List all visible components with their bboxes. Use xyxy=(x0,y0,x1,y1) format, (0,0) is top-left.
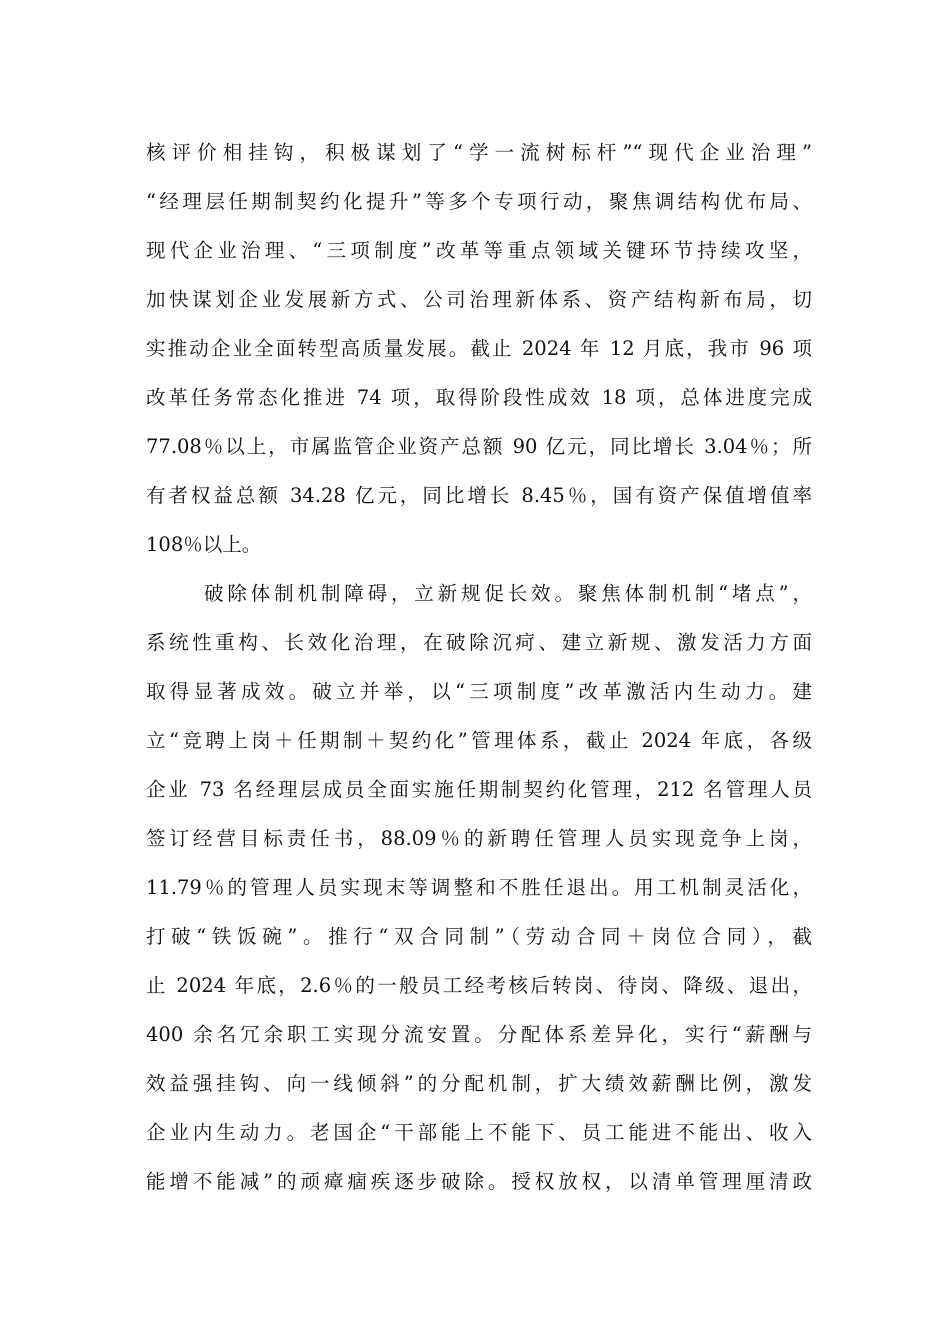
text-line: 止 2024 年底，2.6％的一般员工经考核后转岗、待岗、降级、退出， xyxy=(146,974,812,997)
text-line: 77.08％以上，市属监管企业资产总额 90 亿元，同比增长 3.04％；所 xyxy=(146,435,812,458)
text-line: 加快谋划企业发展新方式、公司治理新体系、资产结构新布局，切 xyxy=(146,288,812,311)
text-line: 改革任务常态化推进 74 项，取得阶段性成效 18 项，总体进度完成 xyxy=(146,386,812,409)
text-line: 立“竞聘上岗＋任期制＋契约化”管理体系，截止 2024 年底，各级 xyxy=(146,729,812,752)
body-text xyxy=(146,128,812,1206)
paragraph-first-line: 破除体制机制障碍，立新规促长效。聚焦体制机制“堵点”， xyxy=(204,582,812,605)
text-line: 实推动企业全面转型高质量发展。截止 2024 年 12 月底，我市 96 项 xyxy=(146,337,812,360)
text-line: 打破“铁饭碗”。推行“双合同制”（劳动合同＋岗位合同），截 xyxy=(146,925,812,948)
text-line: 108％以上。 xyxy=(146,533,262,556)
text-line: 核评价相挂钩，积极谋划了“学一流树标杆”“现代企业治理” xyxy=(146,141,812,164)
text-line: 现代企业治理、“三项制度”改革等重点领域关键环节持续攻坚， xyxy=(146,239,812,262)
text-line: 有者权益总额 34.28 亿元，同比增长 8.45％，国有资产保值增值率 xyxy=(146,484,812,507)
text-line: 系统性重构、长效化治理，在破除沉疴、建立新规、激发活力方面 xyxy=(146,631,812,654)
text-line: 400 余名冗余职工实现分流安置。分配体系差异化，实行“薪酬与 xyxy=(146,1023,812,1046)
text-line: 取得显著成效。破立并举，以“三项制度”改革激活内生动力。建 xyxy=(146,680,812,703)
text-line: 企业内生动力。老国企“干部能上不能下、员工能进不能出、收入 xyxy=(146,1121,812,1144)
text-line: 能增不能减”的顽瘴痼疾逐步破除。授权放权，以清单管理厘清政 xyxy=(146,1170,812,1193)
text-line: 11.79％的管理人员实现末等调整和不胜任退出。用工机制灵活化， xyxy=(146,876,812,899)
text-line: 企业 73 名经理层成员全面实施任期制契约化管理，212 名管理人员 xyxy=(146,778,812,801)
text-line: “经理层任期制契约化提升”等多个专项行动，聚焦调结构优布局、 xyxy=(146,190,812,213)
text-line: 签订经营目标责任书，88.09％的新聘任管理人员实现竞争上岗， xyxy=(146,827,812,850)
text-line: 效益强挂钩、向一线倾斜”的分配机制，扩大绩效薪酬比例，激发 xyxy=(146,1072,812,1095)
